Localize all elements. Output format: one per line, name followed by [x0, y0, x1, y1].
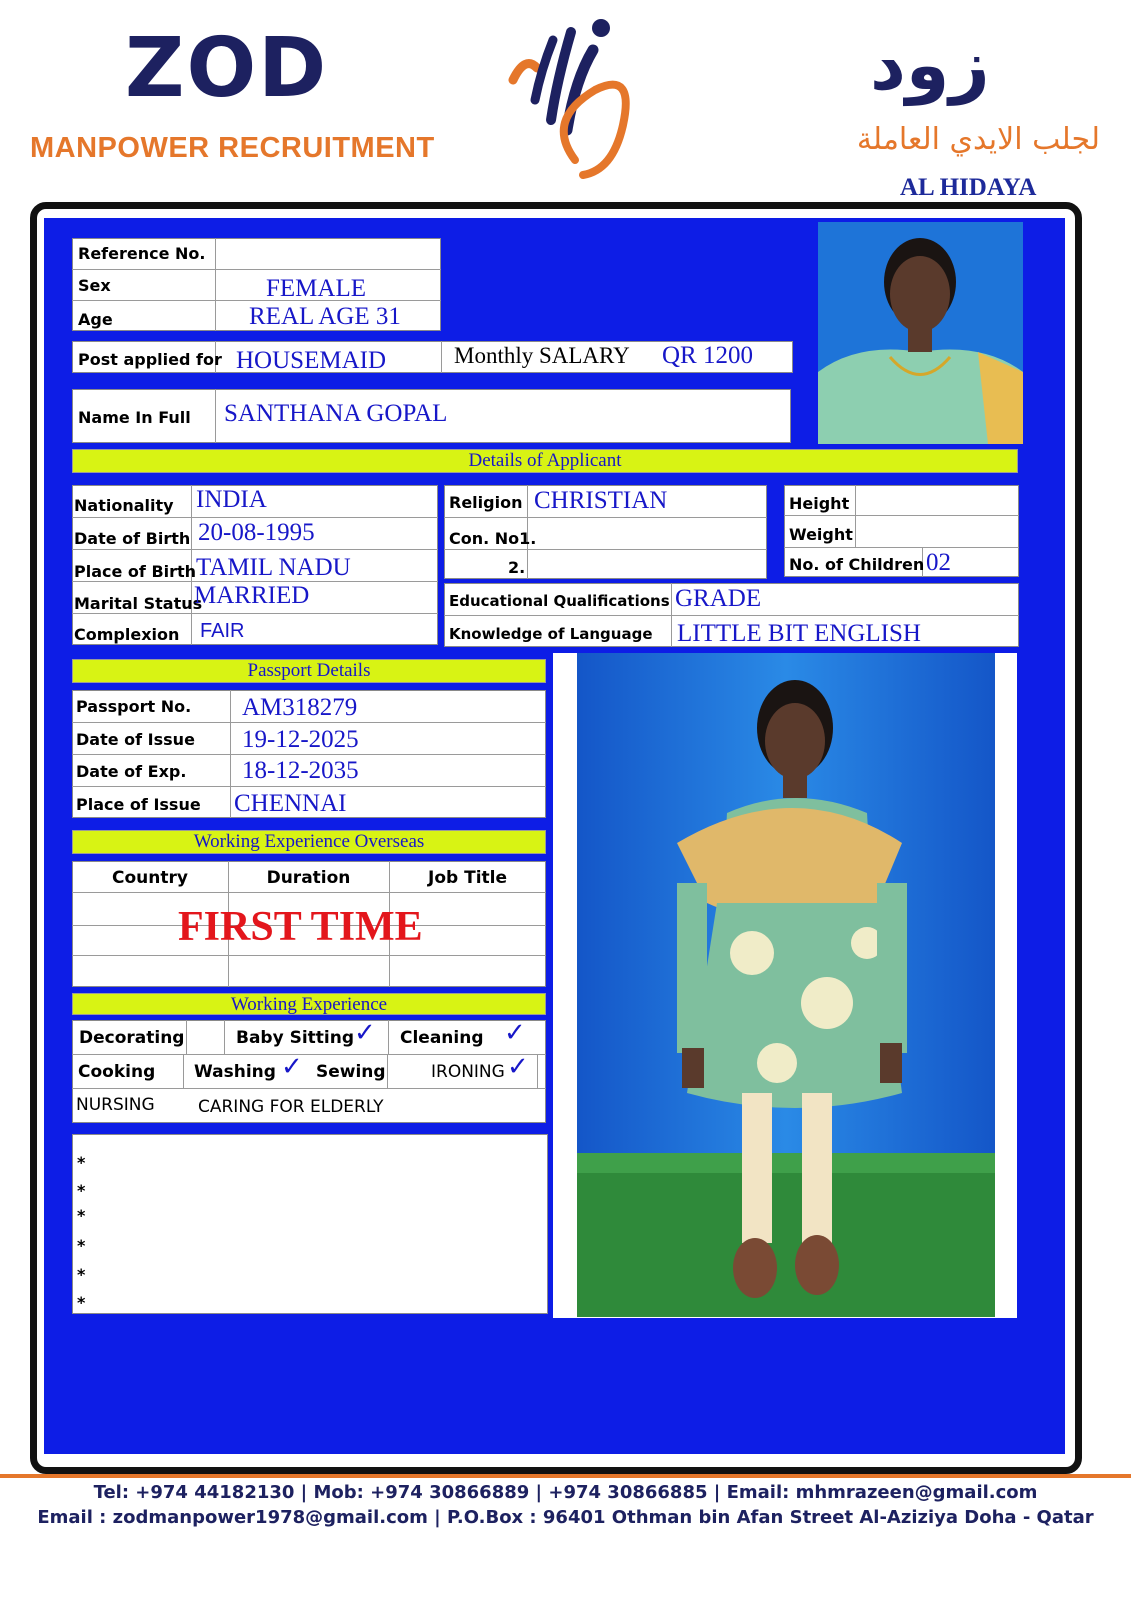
full-body-photo [577, 653, 995, 1317]
brand-subtitle: MANPOWER RECRUITMENT [30, 132, 435, 164]
passport-no-value: AM318279 [242, 694, 358, 721]
exp-date-label: Date of Exp. [76, 762, 187, 781]
brand-logo-text: ZOD [125, 21, 329, 116]
first-time-note: FIRST TIME [178, 904, 423, 950]
notes-box [72, 1134, 548, 1314]
post-label: Post applied for [78, 350, 222, 369]
skill-washing: Washing [194, 1062, 276, 1082]
ironing-check-icon: ✓ [507, 1052, 529, 1082]
exp-date-value: 18-12-2035 [242, 757, 359, 784]
note-bullet: * [77, 1236, 86, 1255]
children-label: No. of Children [789, 555, 925, 574]
post-value: HOUSEMAID [236, 347, 386, 374]
salary-label: Monthly SALARY [454, 343, 630, 368]
children-value: 02 [926, 549, 951, 576]
skill-ironing: IRONING [431, 1062, 505, 1082]
passport-header: Passport Details [72, 659, 546, 683]
complexion-value: FAIR [200, 620, 245, 642]
issue-place-value: CHENNAI [234, 790, 347, 817]
weight-label: Weight [789, 525, 853, 544]
salary-value: QR 1200 [662, 342, 753, 369]
pob-value: TAMIL NADU [196, 554, 351, 581]
washing-check-icon: ✓ [281, 1052, 303, 1082]
skill-decorating: Decorating [79, 1028, 185, 1048]
skill-baby-sitting: Baby Sitting [236, 1028, 355, 1048]
footer-contact-line1: Tel: +974 44182130 | Mob: +974 30866889 | +974 30866885 | Email: mhmrazeen@gmail.com [93, 1482, 1038, 1503]
language-label: Knowledge of Language [449, 625, 653, 643]
marital-label: Marital Status [74, 594, 203, 613]
education-value: GRADE [675, 585, 762, 612]
contact1-label: Con. No1. [449, 529, 537, 548]
brand-emblem-icon [505, 10, 635, 180]
contact2-label: 2. [508, 558, 526, 577]
skill-sewing: Sewing [316, 1062, 386, 1082]
passport-no-label: Passport No. [76, 697, 192, 716]
nationality-label: Nationality [74, 496, 174, 515]
skill-caring-elderly: CARING FOR ELDERLY [198, 1097, 384, 1117]
dob-label: Date of Birth [74, 529, 191, 548]
complexion-label: Complexion [74, 625, 180, 644]
pob-label: Place of Birth [74, 562, 197, 581]
sex-label: Sex [78, 276, 111, 295]
cleaning-check-icon: ✓ [504, 1018, 526, 1048]
skill-cooking: Cooking [78, 1062, 156, 1082]
note-bullet: * [77, 1153, 86, 1172]
details-header: Details of Applicant [72, 449, 1018, 473]
nationality-value: INDIA [196, 486, 267, 513]
age-label: Age [78, 310, 113, 329]
issue-date-value: 19-12-2025 [242, 726, 359, 753]
note-bullet: * [77, 1265, 86, 1284]
baby-sitting-check-icon: ✓ [354, 1018, 376, 1048]
age-value: REAL AGE 31 [249, 303, 401, 330]
experience-header: Working Experience [72, 993, 546, 1015]
skill-nursing: NURSING [76, 1095, 155, 1115]
marital-value: MARRIED [194, 582, 310, 609]
overseas-col-duration: Duration [266, 868, 351, 888]
arabic-brand: زود [870, 24, 990, 106]
overseas-header: Working Experience Overseas [72, 830, 546, 854]
al-hidaya-label: AL HIDAYA [900, 174, 1037, 201]
name-value: SANTHANA GOPAL [224, 400, 448, 427]
skill-cleaning: Cleaning [400, 1028, 484, 1048]
note-bullet: * [77, 1181, 86, 1200]
language-value: LITTLE BIT ENGLISH [677, 620, 921, 647]
issue-date-label: Date of Issue [76, 730, 195, 749]
portrait-photo [818, 222, 1023, 444]
overseas-col-country: Country [112, 868, 188, 888]
education-label: Educational Qualifications [449, 592, 670, 610]
religion-label: Religion [449, 493, 523, 512]
height-label: Height [789, 494, 850, 513]
religion-value: CHRISTIAN [534, 487, 668, 514]
sex-value: FEMALE [266, 275, 366, 302]
issue-place-label: Place of Issue [76, 795, 201, 814]
note-bullet: * [77, 1206, 86, 1225]
dob-value: 20-08-1995 [198, 519, 315, 546]
footer-divider [0, 1474, 1131, 1478]
overseas-col-job-title: Job Title [428, 868, 507, 888]
footer-contact-line2: Email : zodmanpower1978@gmail.com | P.O.Box : 96401 Othman bin Afan Street Al-Aziziya Doha - Qatar [37, 1507, 1094, 1528]
ref-label: Reference No. [78, 244, 206, 263]
note-bullet: * [77, 1293, 86, 1312]
name-label: Name In Full [78, 408, 191, 427]
arabic-subtitle: لجلب الايدي العاملة [856, 122, 1100, 157]
